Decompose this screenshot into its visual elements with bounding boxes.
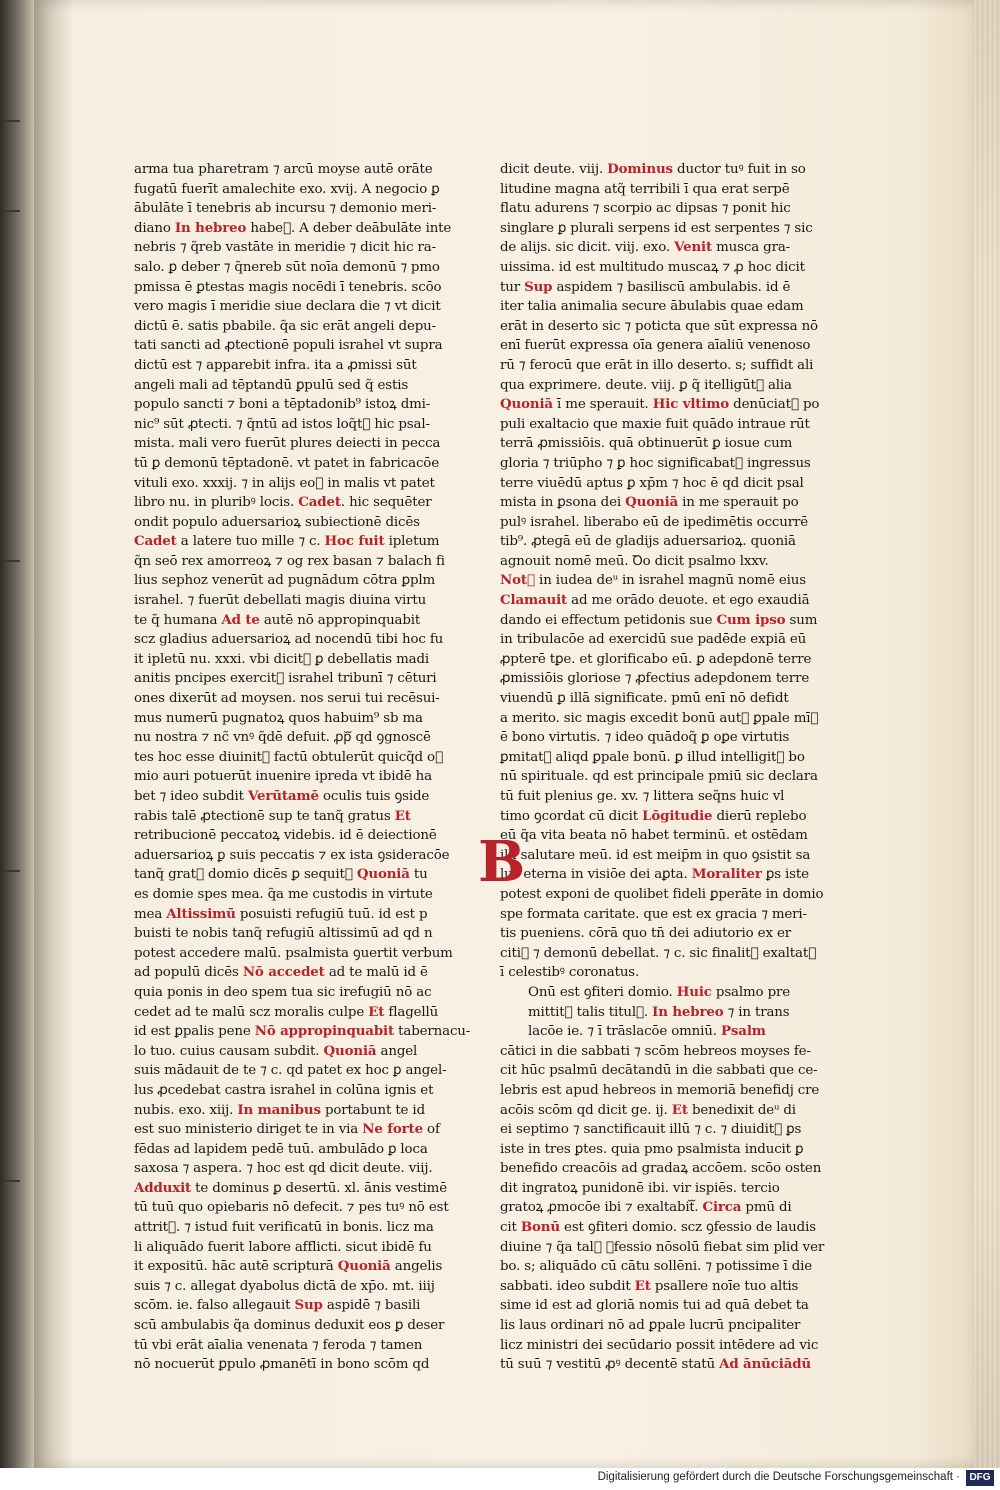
right-text-column xyxy=(500,160,825,1373)
text-line: vero magis ī meridie siue declara die ⁊ vt dicit xyxy=(134,299,441,315)
text-line: gloria ⁊ triūpho ⁊ ꝑ hoc significabatᷓ ingressus xyxy=(500,455,811,471)
text-line: pmissa ē ꝑtestas magis nocēdi ī tenebris. scōo xyxy=(134,279,442,295)
text-line: israhel. ⁊ fuerūt debellati magis diuina virtu xyxy=(134,593,427,609)
text-line: ꝓmissiōis gloriose ⁊ ꝓfectius adepdonem terre xyxy=(500,671,810,687)
text-line: nō nocuerūt ꝑpulo ꝓmanētī in bono scōm qd xyxy=(134,1357,430,1373)
text-line: ones dixerūt ad moysen. nos serui tui recēsui- xyxy=(134,691,440,707)
text-line: licz ministri dei secūdario possit intēdere ad vic xyxy=(500,1337,819,1353)
text-line: lacōe ie. ⁊ ī trāslacōe omniū. Psalm xyxy=(528,1023,766,1040)
text-line: mea Altissimū posuisti refugiū tuū. id est p xyxy=(134,905,428,922)
text-line: ꝓpterē tꝑe. et glorificabo eū. ꝑ adepdonē terre xyxy=(500,651,812,667)
text-line: buisti te nobis tanq̃ refugiū altissimū ad qd n xyxy=(134,926,433,942)
text-line: cit Bonū est ꝯfiteri domio. scz ꝯfessio de laudis xyxy=(500,1219,816,1236)
text-line: diuine ⁊ q̃a talᷓ ꝯfessio nōsolū fiebat sim plid ver xyxy=(500,1239,825,1255)
text-line: ī celestibꝰ coronatus. xyxy=(500,965,640,981)
text-line: timo ꝯcordat cū dicit Lōgitudie dierū replebo xyxy=(500,807,807,824)
text-line: a merito. sic magis excedit bonū autᷓ ꝑpale mīꝰ xyxy=(500,710,819,726)
text-line: lus ꝓcedebat castra israhel in colūna ignis et xyxy=(134,1082,434,1098)
text-line: benefido creacōis ad gradaꝝ accōem. scōo osten xyxy=(500,1161,822,1177)
text-line: tes hoc esse diuinitᷓ factū obtulerūt quicq̃d o᷒ xyxy=(134,749,444,765)
binding-mark xyxy=(2,210,20,212)
text-line: fugatū fuerīt amalechite exo. xvij. A negocio ꝑ xyxy=(134,181,440,197)
text-line: tū vbi erāt aīalia venenata ⁊ feroda ⁊ tamen xyxy=(134,1337,423,1353)
left-text-column xyxy=(134,160,471,1373)
text-line: lus eterna in visiōe dei aꝑta. Moraliter ꝑs iste xyxy=(500,866,809,883)
text-line: agnouit nomē meū. Ꝺo dicit psalmo lxxv. xyxy=(500,553,769,569)
text-line: acōis scōm qd dicit ge. ij. Et benedixit deᵘ di xyxy=(500,1101,796,1118)
dfg-logo: DFG xyxy=(966,1470,994,1486)
text-line: tur Sup aspidem ⁊ basiliscū ambulabis. id ē xyxy=(500,278,791,295)
text-line: viuendū ꝑ illā significate. pmū enī nō defidt xyxy=(500,691,789,707)
text-line: pulꝰ israhel. liberabo eū de ipedimētis occurrē xyxy=(500,514,809,530)
text-line: dicit deute. viij. Dominus ductor tuꝰ fuit in so xyxy=(500,161,806,177)
text-line: cedet ad te malū scz moralis culpe Et flagellū xyxy=(134,1003,439,1020)
text-line: ābulāte ī tenebris ab incursu ⁊ demonio meri- xyxy=(134,201,437,217)
text-line: tanq̃ gratᷓ domio dicēs ꝑ sequitᷓ Quoniā tu xyxy=(134,866,428,883)
binding-mark xyxy=(2,560,20,562)
text-line: mista in ꝑsona dei Quoniā in me sperauit po xyxy=(500,494,799,511)
text-line: illi salutare meū. id est meip̄m in quo ꝯsistit sa xyxy=(500,847,811,863)
text-line: populo sancti ⁊ boni a tēptadonib⁹ istoꝝ dmi- xyxy=(134,397,431,413)
text-line: retribucionē peccatoꝝ videbis. id ē deiectionē xyxy=(134,828,437,844)
text-line: iter talia animalia secure ābulabis quae edam xyxy=(500,299,804,315)
text-line: lebris est apud hebreos in memoriā benefidj cre xyxy=(500,1082,820,1098)
text-line: Notᷓ in iudea deᵘ in israhel magnū nomē eius xyxy=(500,572,806,589)
text-line: nubis. exo. xiij. In manibus portabunt te id xyxy=(134,1101,425,1118)
text-line: uissima. id est multitudo muscaꝝ ⁊ ꝓ hoc dicit xyxy=(500,259,805,275)
text-line: citiᷓ ⁊ demonū debellat. ⁊ c. sic finalitᷓ exaltatᷓ xyxy=(500,945,817,961)
text-line: sime id est ad gloriā nomis tui ad quā debet ta xyxy=(500,1298,809,1314)
binding-mark xyxy=(2,870,20,872)
text-line: eū q̃a vita beata nō habet terminū. et ostēdam xyxy=(500,828,808,844)
text-line: angeli mali ad tēptandū ꝑpulū sed q̃ estis xyxy=(134,377,409,393)
binding-mark xyxy=(2,120,20,122)
text-line: Onū est ꝯfiteri domio. Huic psalmo pre xyxy=(528,983,791,1000)
text-line: nu nostra ⁊ nc̃ vnꝰ q̃dē defuit. ꝓpᷓ qd ꝯgnoscē xyxy=(134,730,431,746)
text-line: spe formata caritate. que est ex gracia ⁊ meri- xyxy=(500,906,807,922)
text-line: fēdas ad lapidem pedē tuū. ambulādo ꝑ loca xyxy=(134,1141,428,1157)
text-line: ondit populo aduersarioꝝ subiectionē dicēs xyxy=(134,514,420,530)
text-line: erāt in deserto sic ⁊ poticta que sūt expressa nō xyxy=(500,318,818,334)
binding-edge xyxy=(0,0,34,1468)
text-line: rū ⁊ ferocū que erāt in illo deserto. s; suffidt ali xyxy=(500,357,814,373)
text-line: terrā ꝓmissiōis. quā obtinuerūt ꝑ iosue cum xyxy=(500,436,793,452)
text-line: de alijs. sic dicit. viij. exo. Venit musca gra- xyxy=(500,239,791,256)
text-line: mista. mali vero fuerūt plures deiecti in pecca xyxy=(134,436,441,452)
text-line: Cadet a latere tuo mille ⁊ c. Hoc fuit ipletum xyxy=(134,533,440,550)
text-line: salo. ꝑ deber ⁊ q̃nereb sūt noīa demonū ⁊ pmo xyxy=(134,259,440,275)
text-line: ei septimo ⁊ sanctificauit illū ⁊ c. ⁊ diuiditᷓ ꝑs xyxy=(500,1122,802,1138)
page-edges xyxy=(974,0,1000,1468)
text-line: Quoniā ī me sperauit. Hic vltimo denūciatᷓ po xyxy=(500,396,820,413)
text-line: li aliquādo fuerit labore afflicti. sicut ibidē fu xyxy=(134,1239,432,1255)
text-line: tū suū ⁊ vestitū ꝓꝰ decentē statū Ad ānūciādū xyxy=(500,1356,812,1373)
text-line: suis mādauit de te ⁊ c. qd patet ex hoc ꝑ angel- xyxy=(134,1063,447,1079)
text-line: cātici in die sabbati ⁊ scōm hebreos moyses fe- xyxy=(500,1043,811,1059)
text-line: rabis talē ꝓtectionē sup te tanq̃ gratus Et xyxy=(134,807,411,824)
text-line: lis laus ordinari nō ad ꝑpale lucrū pncipaliter xyxy=(500,1318,801,1334)
text-line: it expositū. hāc autē scripturā Quoniā angelis xyxy=(134,1258,443,1275)
text-line: saxosa ⁊ aspera. ⁊ hoc est qd dicit deute. viij. xyxy=(134,1161,433,1177)
text-line: tū ꝑ demonū tēptadonē. vt patet in fabricacōe xyxy=(134,455,439,471)
text-line: ē bono virtutis. ⁊ ideo quādoq̃ ꝑ oꝑe virtutis xyxy=(500,730,790,746)
drop-initial: B xyxy=(478,829,526,895)
text-line: flatu adurens ⁊ scorpio ac dipsas ⁊ ponit hic xyxy=(500,201,791,217)
text-line: te q̃ humana Ad te autē nō appropinquabit xyxy=(134,611,421,628)
text-line: quia ponis in deo spem tua sic irefugiū nō ac xyxy=(134,984,432,1000)
text-line: q̃n seō rex amorreoꝝ ⁊ og rex basan ⁊ balach fi xyxy=(134,553,445,569)
text-line: scz gladius aduersarioꝝ ad nocendū tibi hoc fu xyxy=(134,632,444,648)
text-line: attritᷓ. ⁊ istud fuit verificatū in bonis. licz ma xyxy=(134,1220,434,1236)
text-line: potest accedere malū. psalmista ꝯuertit verbum xyxy=(134,945,453,961)
text-line: nebris ⁊ q̃reb vastāte in meridie ⁊ dicit hic ra- xyxy=(134,240,436,256)
text-line: ꝑmitatᷓ aliqd ꝑpale bonū. ꝑ illud intelligitᷓ bo xyxy=(500,749,805,765)
text-line: mio auri potuerūt inuenire ipreda vt ibidē ha xyxy=(134,769,432,785)
text-line: scū ambulabis q̃a dominus deduxit eos ꝑ deser xyxy=(134,1318,445,1334)
text-line: it ipletū nu. xxxi. vbi dicitᷓ ꝑ debellatis madi xyxy=(134,651,430,667)
text-line: mus numerū pugnatoꝝ quos habuim⁹ sb ma xyxy=(134,710,423,726)
text-line: bet ⁊ ideo subdit Verūtamē oculis tuis ꝯside xyxy=(134,788,430,804)
text-line: arma tua pharetram ⁊ arcū moyse autē orāte xyxy=(134,162,433,177)
footer-bar xyxy=(0,1468,1000,1490)
text-line: lo tuo. cuius causam subdit. Quoniā angel xyxy=(134,1042,418,1059)
text-line: es domie spes mea. q̃a me custodis in virtute xyxy=(134,886,433,902)
text-line: lius sephoz venerūt ad pugnādum cōtra ꝑplm xyxy=(134,573,436,589)
text-line: bo. s; aliquādo cū cātu sollēni. ⁊ potissime ī die xyxy=(500,1259,813,1275)
text-line: in tribulacōe ad exercidū sue padēde expiā eū xyxy=(500,632,807,648)
text-line: tū tuū quo opiebaris nō defecit. ⁊ pes tuꝰ nō est xyxy=(134,1200,449,1216)
text-line: scōm. ie. falso allegauit Sup aspidē ⁊ basili xyxy=(134,1297,421,1314)
text-line: tib⁹. ꝓtegā eū de gladijs aduersarioꝝ. quoniā xyxy=(500,534,796,550)
text-line: Clamauit ad me orādo deuote. et ego exaudiā xyxy=(500,592,810,609)
text-line: anitis pncipes exercitᷓ israhel tribunī ⁊ cēturi xyxy=(134,671,437,687)
text-line: est suo ministerio diriget te in via Ne forte of xyxy=(134,1121,440,1138)
text-line: litudine magna atq̃ terribili ī qua erat serpē xyxy=(500,181,790,197)
text-line: tū fuit plenius ge. xv. ⁊ littera seq̃ns huic vl xyxy=(500,789,785,804)
text-line: nic⁹ sūt ꝓtecti. ⁊ q̃ntū ad istos loq̃tᷓ hic psal- xyxy=(134,416,430,432)
text-line: ad populū dicēs Nō accedet ad te malū id ē xyxy=(134,964,428,981)
text-line: qua exprimere. deute. viij. ꝑ q̃ itelligūtᷓ alia xyxy=(500,377,792,393)
text-line: dictū est ⁊ apparebit infra. ita a ꝓmissi sūt xyxy=(134,357,417,373)
text-line: diano In hebreo habeᷓ. A deber deābulāte inte xyxy=(134,219,452,236)
text-line: cit hūc psalmū decātandū in die sabbati que ce- xyxy=(500,1063,818,1079)
text-line: gratoꝝ ꝓmocōe ibi ⁊ exaltabitᷓ. Circa pmū di xyxy=(500,1199,792,1216)
text-line: vituli exo. xxxij. ⁊ in alijs eo᷒ in malis vt patet xyxy=(134,475,435,491)
text-line: dando ei effectum petidonis sue Cum ipso sum xyxy=(500,611,818,628)
binding-mark xyxy=(2,1180,20,1182)
text-line: tati sancti ad ꝓtectionē populi israhel vt supra xyxy=(134,338,443,354)
text-line: singlare ꝑ plurali serpens id est serpentes ⁊ sic xyxy=(500,220,813,236)
text-line: dictū ē. satis pbabile. q̃a sic erāt angeli depu- xyxy=(134,318,437,334)
spine-shadow xyxy=(34,0,74,1468)
text-line: sabbati. ideo subdit Et psallere noīe tuo altis xyxy=(500,1277,799,1294)
text-line: terre viuēdū aptus ꝑ xp̄m ⁊ hoc ē qd dicit psal xyxy=(500,475,804,491)
text-line: mittitᷓ talis titulꝰ. In hebreo ⁊ in trans xyxy=(528,1003,790,1020)
text-line: nū spirituale. qd est principale pmiū sic declara xyxy=(500,769,818,785)
text-line: libro nu. in pluribꝰ locis. Cadet. hic sequēter xyxy=(134,494,432,511)
text-line: dit ingratoꝝ punidonē ibi. vir ispiēs. tercio xyxy=(500,1180,780,1196)
text-line: id est ꝑpalis pene Nō appropinquabit tabernacu- xyxy=(134,1023,471,1040)
text-line: tis pueniens. cōrā quo tn̄ dei adiutorio ex er xyxy=(500,926,791,942)
text-line: aduersarioꝝ ꝑ suis peccatis ⁊ ex ista ꝯsideracōe xyxy=(134,847,450,863)
text-line: Adduxit te dominus ꝑ desertū. xl. ānis vestimē xyxy=(134,1179,448,1196)
text-line: iste in tres ꝑtes. quia pmo psalmista inducit ꝑ xyxy=(500,1141,804,1157)
text-line: potest exponi de quolibet fideli ꝑperāte in domio xyxy=(500,886,824,902)
text-line: puli exaltacio que maxie fuit quādo intraue rūt xyxy=(500,416,810,432)
text-line: suis ⁊ c. allegat dyabolus dictā de xp̄o. mt. iiij xyxy=(134,1278,435,1294)
dfg-credit-text: Digitalisierung gefördert durch die Deutsche Forschungsgemeinschaft · xyxy=(597,1471,960,1483)
text-line: enī fuerūt expressa oīa genera aīaliū venenoso xyxy=(500,338,811,354)
